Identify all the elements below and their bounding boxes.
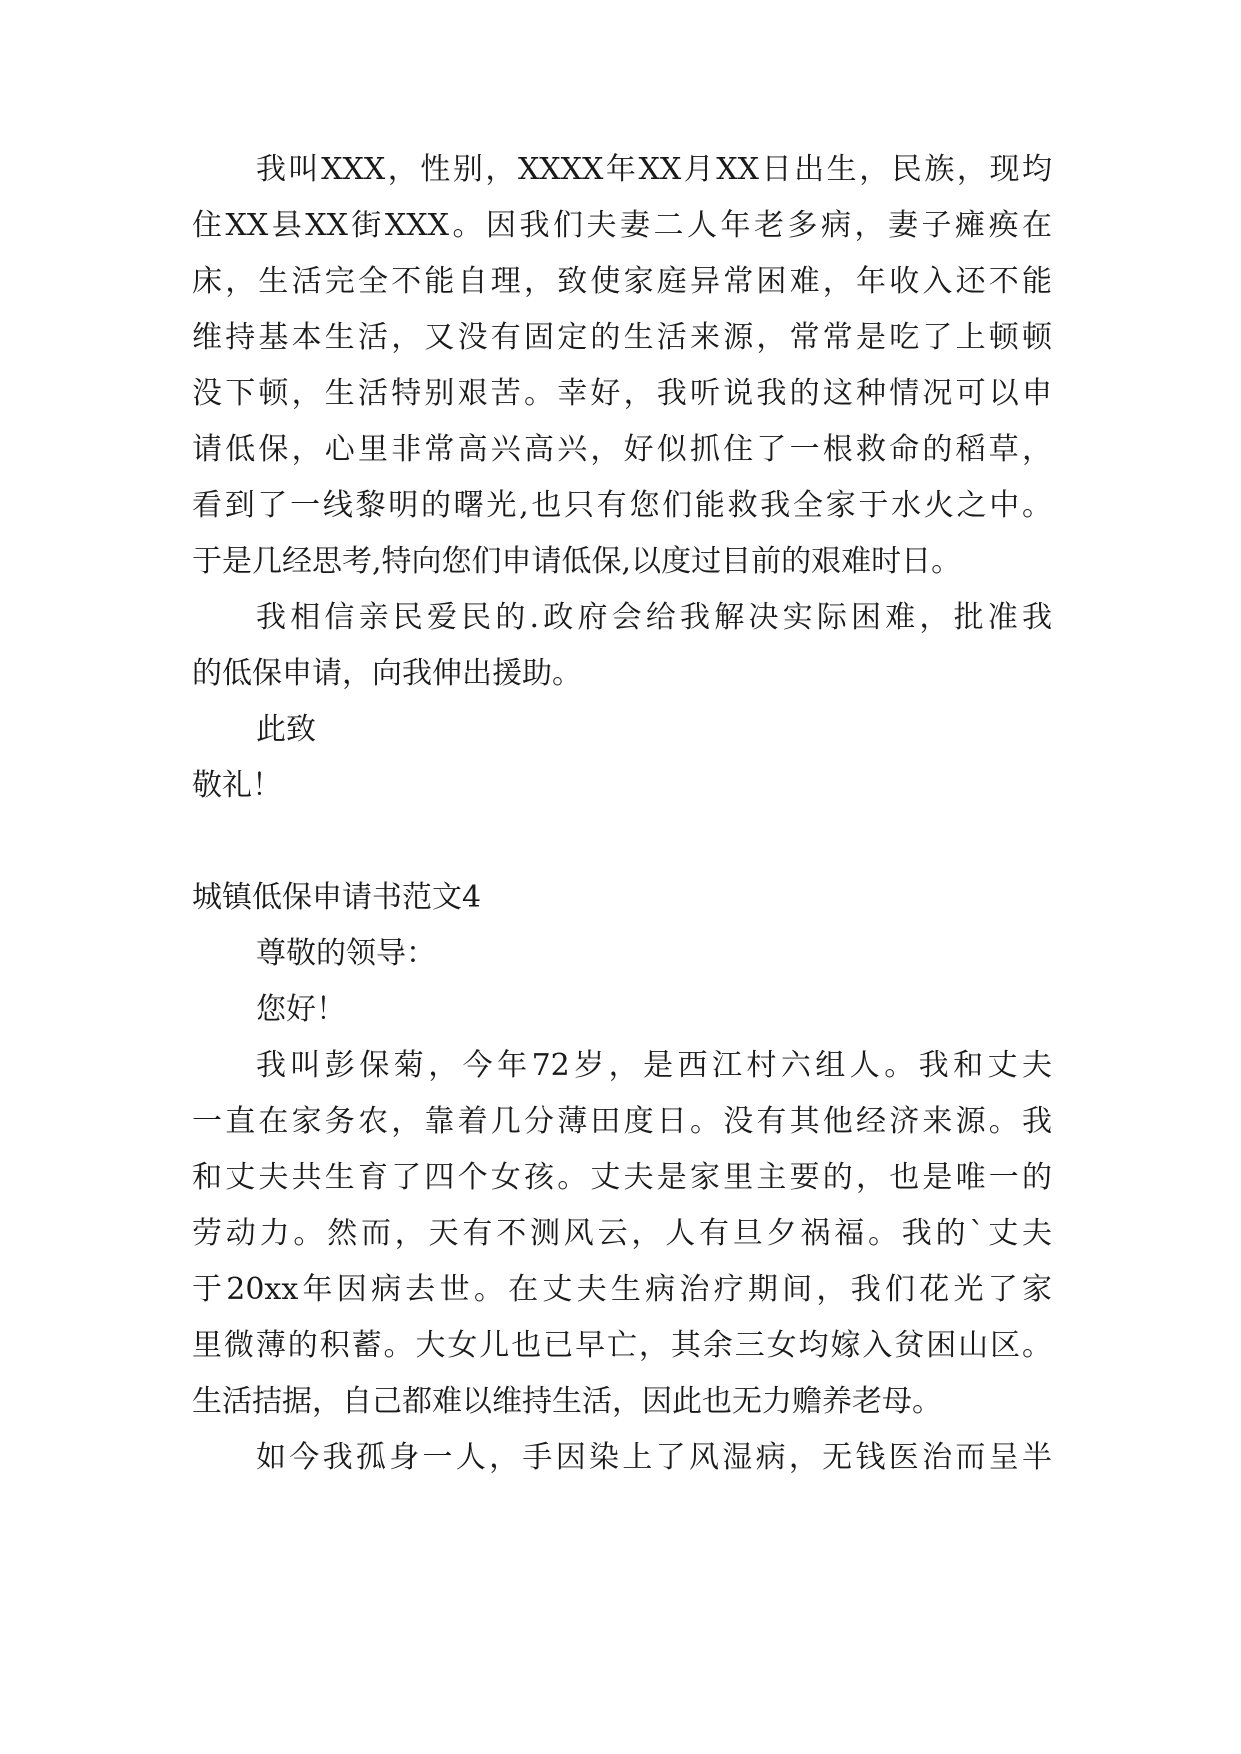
paragraph-line: 维持基本生活，又没有固定的生活来源，常常是吃了上顿顿 bbox=[192, 320, 1052, 355]
greeting: 您好！ bbox=[256, 992, 346, 1027]
paragraph-line: 于20xx年因病去世。在丈夫生病治疗期间，我们花光了家 bbox=[192, 1272, 1052, 1307]
paragraph-line: 住XX县XX街XXX。因我们夫妻二人年老多病，妻子瘫痪在 bbox=[192, 208, 1052, 243]
greeting-recipient: 尊敬的领导： bbox=[256, 936, 436, 971]
paragraph-line: 请低保，心里非常高兴高兴，好似抓住了一根救命的稻草， bbox=[192, 432, 1052, 467]
paragraph-line: 看到了一线黎明的曙光,也只有您们能救我全家于水火之中。 bbox=[192, 488, 1052, 523]
paragraph-line: 我叫彭保菊，今年72岁，是西江村六组人。我和丈夫 bbox=[256, 1048, 1052, 1083]
closing-salutation: 此致 bbox=[256, 712, 316, 747]
paragraph-line: 生活拮据，自己都难以维持生活，因此也无力赡养老母。 bbox=[192, 1384, 942, 1419]
paragraph-line: 里微薄的积蓄。大女儿也已早亡，其余三女均嫁入贫困山区。 bbox=[192, 1328, 1052, 1363]
paragraph-line: 于是几经思考,特向您们申请低保,以度过目前的艰难时日。 bbox=[192, 544, 962, 579]
paragraph-line: 劳动力。然而，天有不测风云，人有旦夕祸福。我的`丈夫 bbox=[192, 1216, 1052, 1251]
paragraph-line: 和丈夫共生育了四个女孩。丈夫是家里主要的，也是唯一的 bbox=[192, 1160, 1052, 1195]
closing-regards: 敬礼！ bbox=[192, 768, 282, 803]
paragraph-line: 我相信亲民爱民的.政府会给我解决实际困难，批准我 bbox=[256, 600, 1052, 635]
paragraph-line: 的低保申请，向我伸出援助。 bbox=[192, 656, 582, 691]
paragraph-line: 如今我孤身一人，手因染上了风湿病，无钱医治而呈半 bbox=[256, 1440, 1052, 1475]
paragraph-line: 一直在家务农，靠着几分薄田度日。没有其他经济来源。我 bbox=[192, 1104, 1052, 1139]
paragraph-line: 床，生活完全不能自理，致使家庭异常困难，年收入还不能 bbox=[192, 264, 1052, 299]
paragraph-line: 没下顿，生活特别艰苦。幸好，我听说我的这种情况可以申 bbox=[192, 376, 1052, 411]
section-heading: 城镇低保申请书范文4 bbox=[192, 880, 482, 915]
paragraph-line: 我叫XXX，性别，XXXX年XX月XX日出生，民族，现均 bbox=[256, 152, 1052, 187]
